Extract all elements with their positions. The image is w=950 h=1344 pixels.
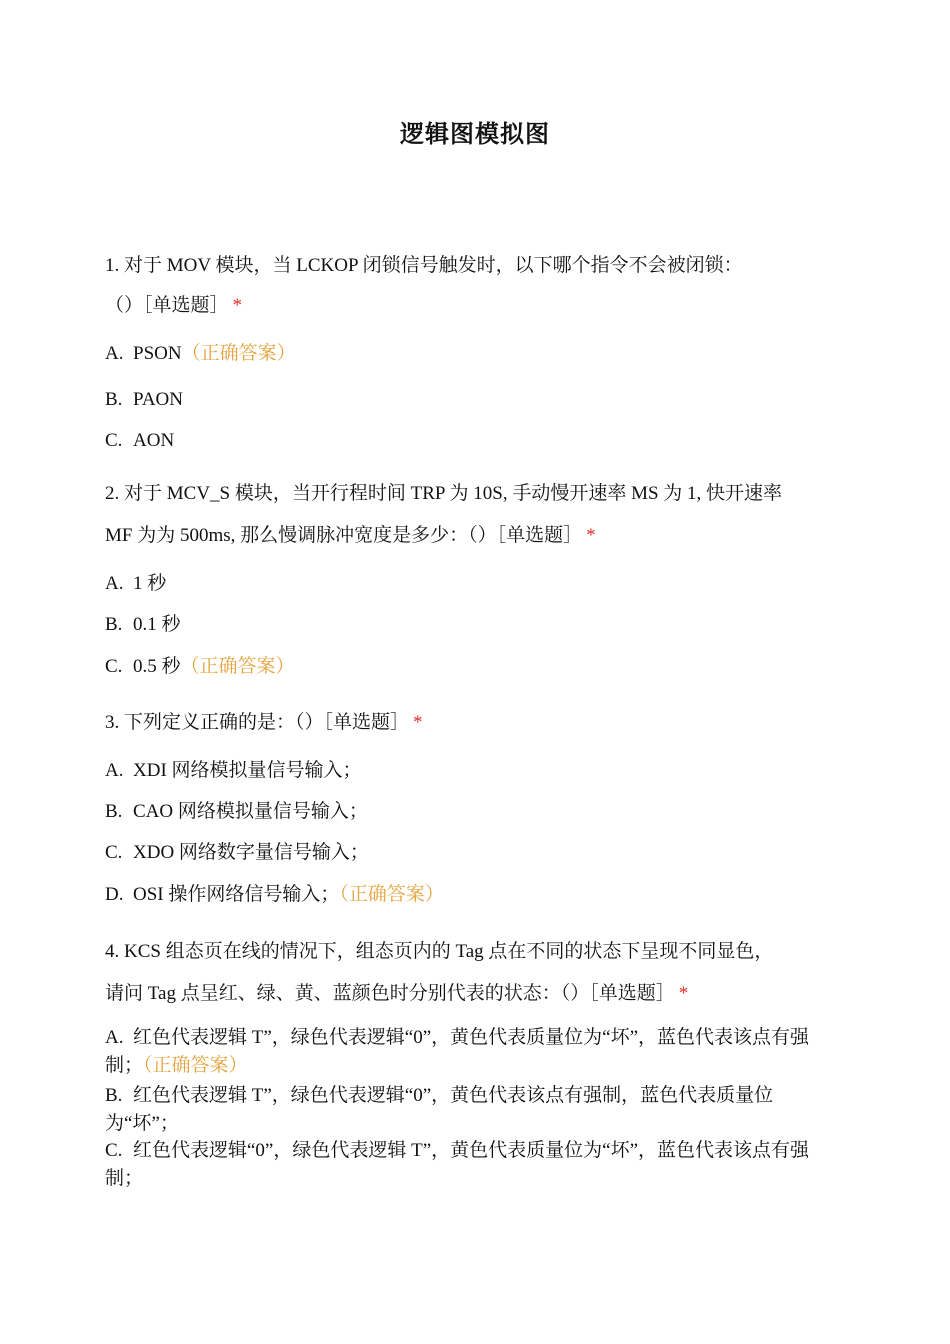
option-text: 红色代表逻辑 T”，绿色代表逻辑“0”，黄色代表质量位为“坏”，蓝色代表该点有强制； <box>105 1027 810 1076</box>
option-4a[interactable] <box>105 1024 840 1080</box>
question-1-text <box>105 252 840 280</box>
option-4c[interactable] <box>105 1137 840 1193</box>
question-number: 1. <box>105 255 120 276</box>
question-number: 2. <box>105 483 120 504</box>
option-2a[interactable] <box>105 570 840 598</box>
question-text: MF 为为 500ms, 那么慢调脉冲宽度是多少：（）［单选题］ <box>105 525 583 546</box>
option-letter: D. <box>105 884 124 905</box>
option-text: XDO 网络数字量信号输入； <box>133 842 369 863</box>
option-3a[interactable] <box>105 757 840 785</box>
option-4b[interactable] <box>105 1082 840 1138</box>
option-text: XDI 网络模拟量信号输入； <box>133 760 362 781</box>
option-letter: A. <box>105 1027 124 1048</box>
option-letter: A. <box>105 343 124 364</box>
option-3b[interactable] <box>105 798 840 826</box>
option-letter: B. <box>105 389 123 410</box>
option-text: CAO 网络模拟量信号输入； <box>133 801 368 822</box>
option-letter: C. <box>105 1140 123 1161</box>
option-letter: C. <box>105 842 123 863</box>
question-4-text <box>105 938 840 966</box>
question-text: 对于 MOV 模块，当 LCKOP 闭锁信号触发时，以下哪个指令不会被闭锁： <box>124 255 743 276</box>
question-1-text-cont <box>105 292 840 320</box>
page-title: 逻辑图模拟图 <box>400 120 550 148</box>
option-text: PSON <box>133 343 182 364</box>
required-mark: * <box>678 983 689 1004</box>
option-letter: A. <box>105 573 124 594</box>
option-1b[interactable] <box>105 386 840 414</box>
option-text: AON <box>133 430 175 451</box>
question-number: 4. <box>105 941 120 962</box>
option-3d[interactable] <box>105 881 840 909</box>
correct-answer-label: （正确答案） <box>339 884 444 905</box>
question-text: 请问 Tag 点呈红、绿、黄、蓝颜色时分别代表的状态：（）［单选题］ <box>105 983 675 1004</box>
option-letter: C. <box>105 656 123 677</box>
question-4-text-cont <box>105 980 840 1008</box>
option-text: 1 秒 <box>133 573 167 594</box>
option-letter: A. <box>105 760 124 781</box>
option-text: 0.1 秒 <box>133 614 181 635</box>
option-letter: B. <box>105 1085 123 1106</box>
question-2-text-cont <box>105 522 840 550</box>
option-text: PAON <box>133 389 183 410</box>
option-text: 红色代表逻辑“0”，绿色代表逻辑 T”，黄色代表质量位为“坏”，蓝色代表该点有强制； <box>105 1140 810 1189</box>
required-mark: * <box>232 295 243 316</box>
question-number: 3. <box>105 712 120 733</box>
correct-answer-label: （正确答案） <box>181 343 296 364</box>
question-text: 下列定义正确的是：（）［单选题］ <box>124 712 410 733</box>
correct-answer-label: （正确答案） <box>143 1055 248 1076</box>
option-text: OSI 操作网络信号输入； <box>133 884 340 905</box>
option-text: 0.5 秒 <box>133 656 181 677</box>
question-text: KCS 组态页在线的情况下，组态页内的 Tag 点在不同的状态下呈现不同显色， <box>124 941 774 962</box>
correct-answer-label: （正确答案） <box>180 656 295 677</box>
required-mark: * <box>586 525 596 546</box>
option-3c[interactable] <box>105 839 840 867</box>
option-letter: B. <box>105 801 123 822</box>
option-letter: C. <box>105 430 123 451</box>
option-letter: B. <box>105 614 123 635</box>
option-2b[interactable] <box>105 611 840 639</box>
option-2c[interactable] <box>105 653 840 681</box>
question-text: （）［单选题］ <box>105 295 229 316</box>
option-1a[interactable] <box>105 340 840 368</box>
question-3-text <box>105 709 840 737</box>
option-1c[interactable] <box>105 427 840 455</box>
question-text: 对于 MCV_S 模块，当开行程时间 TRP 为 10S, 手动慢开速率 MS 为 1, 快开速率 <box>124 483 783 504</box>
required-mark: * <box>413 712 423 733</box>
option-text: 红色代表逻辑 T”，绿色代表逻辑“0”，黄色代表该点有强制，蓝色代表质量位为“坏”； <box>105 1085 774 1134</box>
question-2-text <box>105 480 840 508</box>
